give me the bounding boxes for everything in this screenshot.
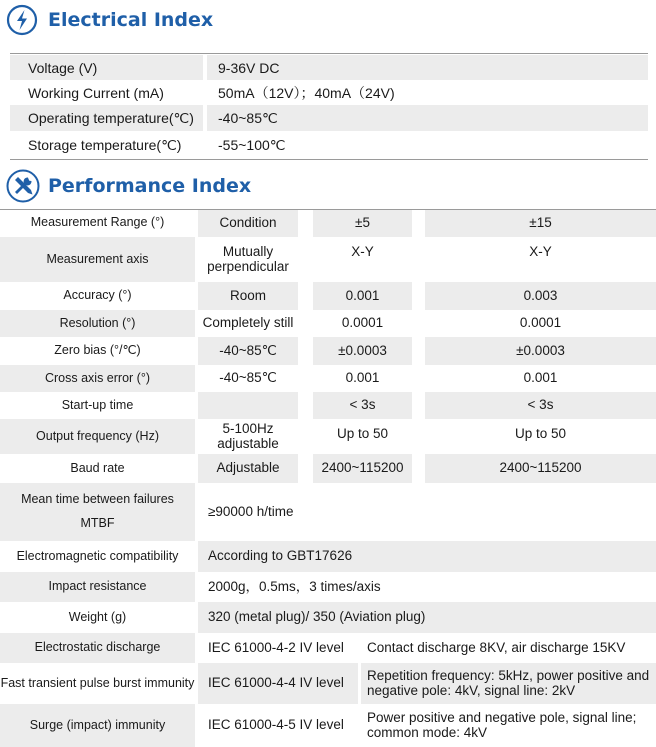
performance-row: [0, 633, 656, 663]
standard-detail-text: Contact discharge 8KV, air discharge 15KV: [367, 639, 626, 655]
range-5-value-text: 2400~115200: [321, 460, 404, 476]
range-15-value: [425, 365, 656, 392]
parameter-label-text: Measurement Range (°): [30, 215, 165, 230]
range-15-value: [425, 310, 656, 337]
parameter-value-text: ≥90000 h/time: [208, 503, 294, 519]
range-15-value-text: 2400~115200: [499, 460, 582, 476]
parameter-label: [0, 541, 195, 572]
parameter-value: [198, 541, 656, 572]
performance-row: [0, 310, 656, 337]
standard-value-text: IEC 61000-4-5 IV level: [208, 717, 344, 733]
parameter-label-text: Cross axis error (°): [44, 370, 150, 385]
performance-row: [0, 483, 656, 541]
range-5-value: [313, 454, 412, 483]
standard-value: [198, 663, 358, 704]
performance-section-header: [0, 169, 251, 203]
standard-detail: [361, 704, 656, 747]
range-5-value-text: Up to 50: [336, 426, 389, 441]
range-5-value: [313, 282, 412, 310]
performance-row: [0, 282, 656, 310]
electrical-label: Working Current (mA): [28, 84, 164, 101]
range-5-value-text: ±5: [355, 214, 370, 230]
condition-value: [198, 310, 298, 337]
electrical-row: [10, 131, 648, 159]
electrical-row: [10, 55, 648, 80]
parameter-value-text: 320 (metal plug)/ 350 (Aviation plug): [208, 609, 426, 625]
parameter-value-text: According to GBT17626: [208, 548, 353, 564]
condition-value: [198, 365, 298, 392]
range-15-value-text: < 3s: [527, 397, 554, 413]
electrical-label: Operating temperature(℃): [28, 109, 194, 126]
standard-detail: [361, 633, 656, 663]
range-5-value-text: X-Y: [351, 244, 374, 259]
electrical-row: [10, 80, 648, 105]
range-15-value-text: Up to 50: [514, 426, 567, 441]
parameter-value: [198, 483, 656, 541]
range-15-value-text: 0.003: [523, 287, 558, 303]
parameter-label-text: Measurement axis: [46, 251, 149, 266]
parameter-label-text: Baud rate: [70, 460, 125, 475]
range-5-value: [313, 337, 412, 365]
condition-value-text: Room: [229, 287, 266, 303]
performance-title: Performance Index: [48, 175, 252, 197]
range-5-value: [313, 392, 412, 419]
range-5-value: [313, 310, 412, 337]
electrical-value: -40~85℃: [218, 109, 278, 126]
parameter-label-text: Mean time between failures MTBF: [21, 492, 174, 530]
condition-value: [198, 237, 298, 282]
parameter-label-text: Resolution (°): [59, 315, 136, 330]
range-15-value: [425, 392, 656, 419]
electrical-value: -55~100℃: [218, 136, 286, 153]
parameter-label: [0, 310, 195, 337]
parameter-label: [0, 392, 195, 419]
range-15-value: [425, 237, 656, 282]
range-5-value-text: 0.001: [345, 287, 380, 303]
performance-row: [0, 237, 656, 282]
performance-row: [0, 365, 656, 392]
parameter-label: [0, 209, 195, 237]
parameter-value: [198, 602, 656, 633]
standard-detail-text: Repetition frequency: 5kHz, power positive and negative pole: 4kV, signal line: 2kV: [367, 668, 650, 698]
range-5-value: [313, 237, 412, 282]
parameter-label: [0, 237, 195, 282]
parameter-label-text: Accuracy (°): [63, 288, 132, 303]
condition-value-text: -40~85℃: [219, 342, 277, 358]
standard-value: [198, 704, 358, 747]
condition-value: [198, 209, 298, 237]
parameter-label-text: Electromagnetic compatibility: [16, 548, 179, 563]
standard-detail: [361, 663, 656, 704]
parameter-label: [0, 337, 195, 365]
performance-row: [0, 602, 656, 633]
electrical-label: Voltage (V): [28, 59, 98, 76]
range-15-value: [425, 337, 656, 365]
condition-value-text: 5-100Hz adjustable: [217, 420, 279, 451]
condition-value: [198, 419, 298, 454]
range-5-value-text: ±0.0003: [338, 342, 387, 358]
parameter-label-text: Surge (impact) immunity: [29, 717, 166, 732]
parameter-label-text: Impact resistance: [48, 579, 147, 594]
range-15-value: [425, 209, 656, 237]
performance-row: [0, 209, 656, 237]
condition-value: [198, 282, 298, 310]
range-15-value-text: 0.001: [523, 370, 558, 386]
performance-row: [0, 663, 656, 704]
range-15-value: [425, 419, 656, 454]
range-15-value-text: ±0.0003: [516, 342, 565, 358]
tools-icon: [6, 169, 40, 203]
parameter-label: [0, 365, 195, 392]
electrical-section-header: [0, 3, 213, 37]
condition-value-text: Adjustable: [216, 460, 280, 476]
range-5-value-text: 0.001: [345, 370, 380, 386]
parameter-value: [198, 572, 656, 602]
performance-row: [0, 454, 656, 483]
electrical-label: Storage temperature(℃): [28, 136, 182, 153]
parameter-label: [0, 704, 195, 747]
condition-value: [198, 454, 298, 483]
range-5-value-text: < 3s: [349, 397, 376, 413]
condition-value-text: -40~85℃: [219, 370, 277, 386]
parameter-label-text: Output frequency (Hz): [36, 428, 159, 443]
performance-row: [0, 419, 656, 454]
parameter-value-text: 2000g，0.5ms，3 times/axis: [208, 578, 381, 594]
range-15-value-text: 0.0001: [519, 315, 562, 331]
range-5-value: [313, 209, 412, 237]
performance-row: [0, 337, 656, 365]
parameter-label: [0, 633, 195, 663]
range-5-value: [313, 419, 412, 454]
parameter-label: [0, 454, 195, 483]
electrical-value: 9-36V DC: [218, 59, 280, 76]
performance-row: [0, 392, 656, 419]
parameter-label-text: Zero bias (°/℃): [54, 343, 141, 358]
electrical-row: [10, 105, 648, 131]
condition-value-text: Mutually perpendicular: [207, 243, 289, 274]
standard-value-text: IEC 61000-4-2 IV level: [208, 639, 344, 655]
performance-row: [0, 541, 656, 572]
parameter-label: [0, 282, 195, 310]
lightning-icon: [6, 4, 38, 36]
parameter-label: [0, 602, 195, 633]
range-5-value: [313, 365, 412, 392]
parameter-label-text: Fast transient pulse burst immunity: [0, 675, 195, 690]
electrical-title: Electrical Index: [48, 9, 214, 31]
standard-detail-text: Power positive and negative pole, signal line; common mode: 4kV: [367, 710, 637, 740]
range-5-value-text: 0.0001: [341, 315, 384, 331]
range-15-value: [425, 282, 656, 310]
standard-value-text: IEC 61000-4-4 IV level: [208, 675, 344, 691]
parameter-label: [0, 572, 195, 602]
condition-value-text: Condition: [219, 214, 277, 230]
parameter-label: [0, 663, 195, 704]
range-15-value: [425, 454, 656, 483]
parameter-label-text: Start-up time: [61, 397, 134, 412]
range-15-value-text: X-Y: [529, 244, 552, 259]
condition-value-text: Completely still: [202, 315, 294, 331]
electrical-value: 50mA（12V）；40mA（24V): [218, 84, 395, 101]
standard-value: [198, 633, 358, 663]
performance-row: [0, 572, 656, 602]
range-15-value-text: ±15: [529, 214, 552, 230]
condition-value: [198, 392, 298, 419]
condition-value: [198, 337, 298, 365]
parameter-label-text: Electrostatic discharge: [34, 640, 161, 655]
performance-row: [0, 704, 656, 747]
parameter-label: [0, 419, 195, 454]
parameter-label-text: Weight (g): [68, 609, 127, 624]
parameter-label: [0, 483, 195, 541]
